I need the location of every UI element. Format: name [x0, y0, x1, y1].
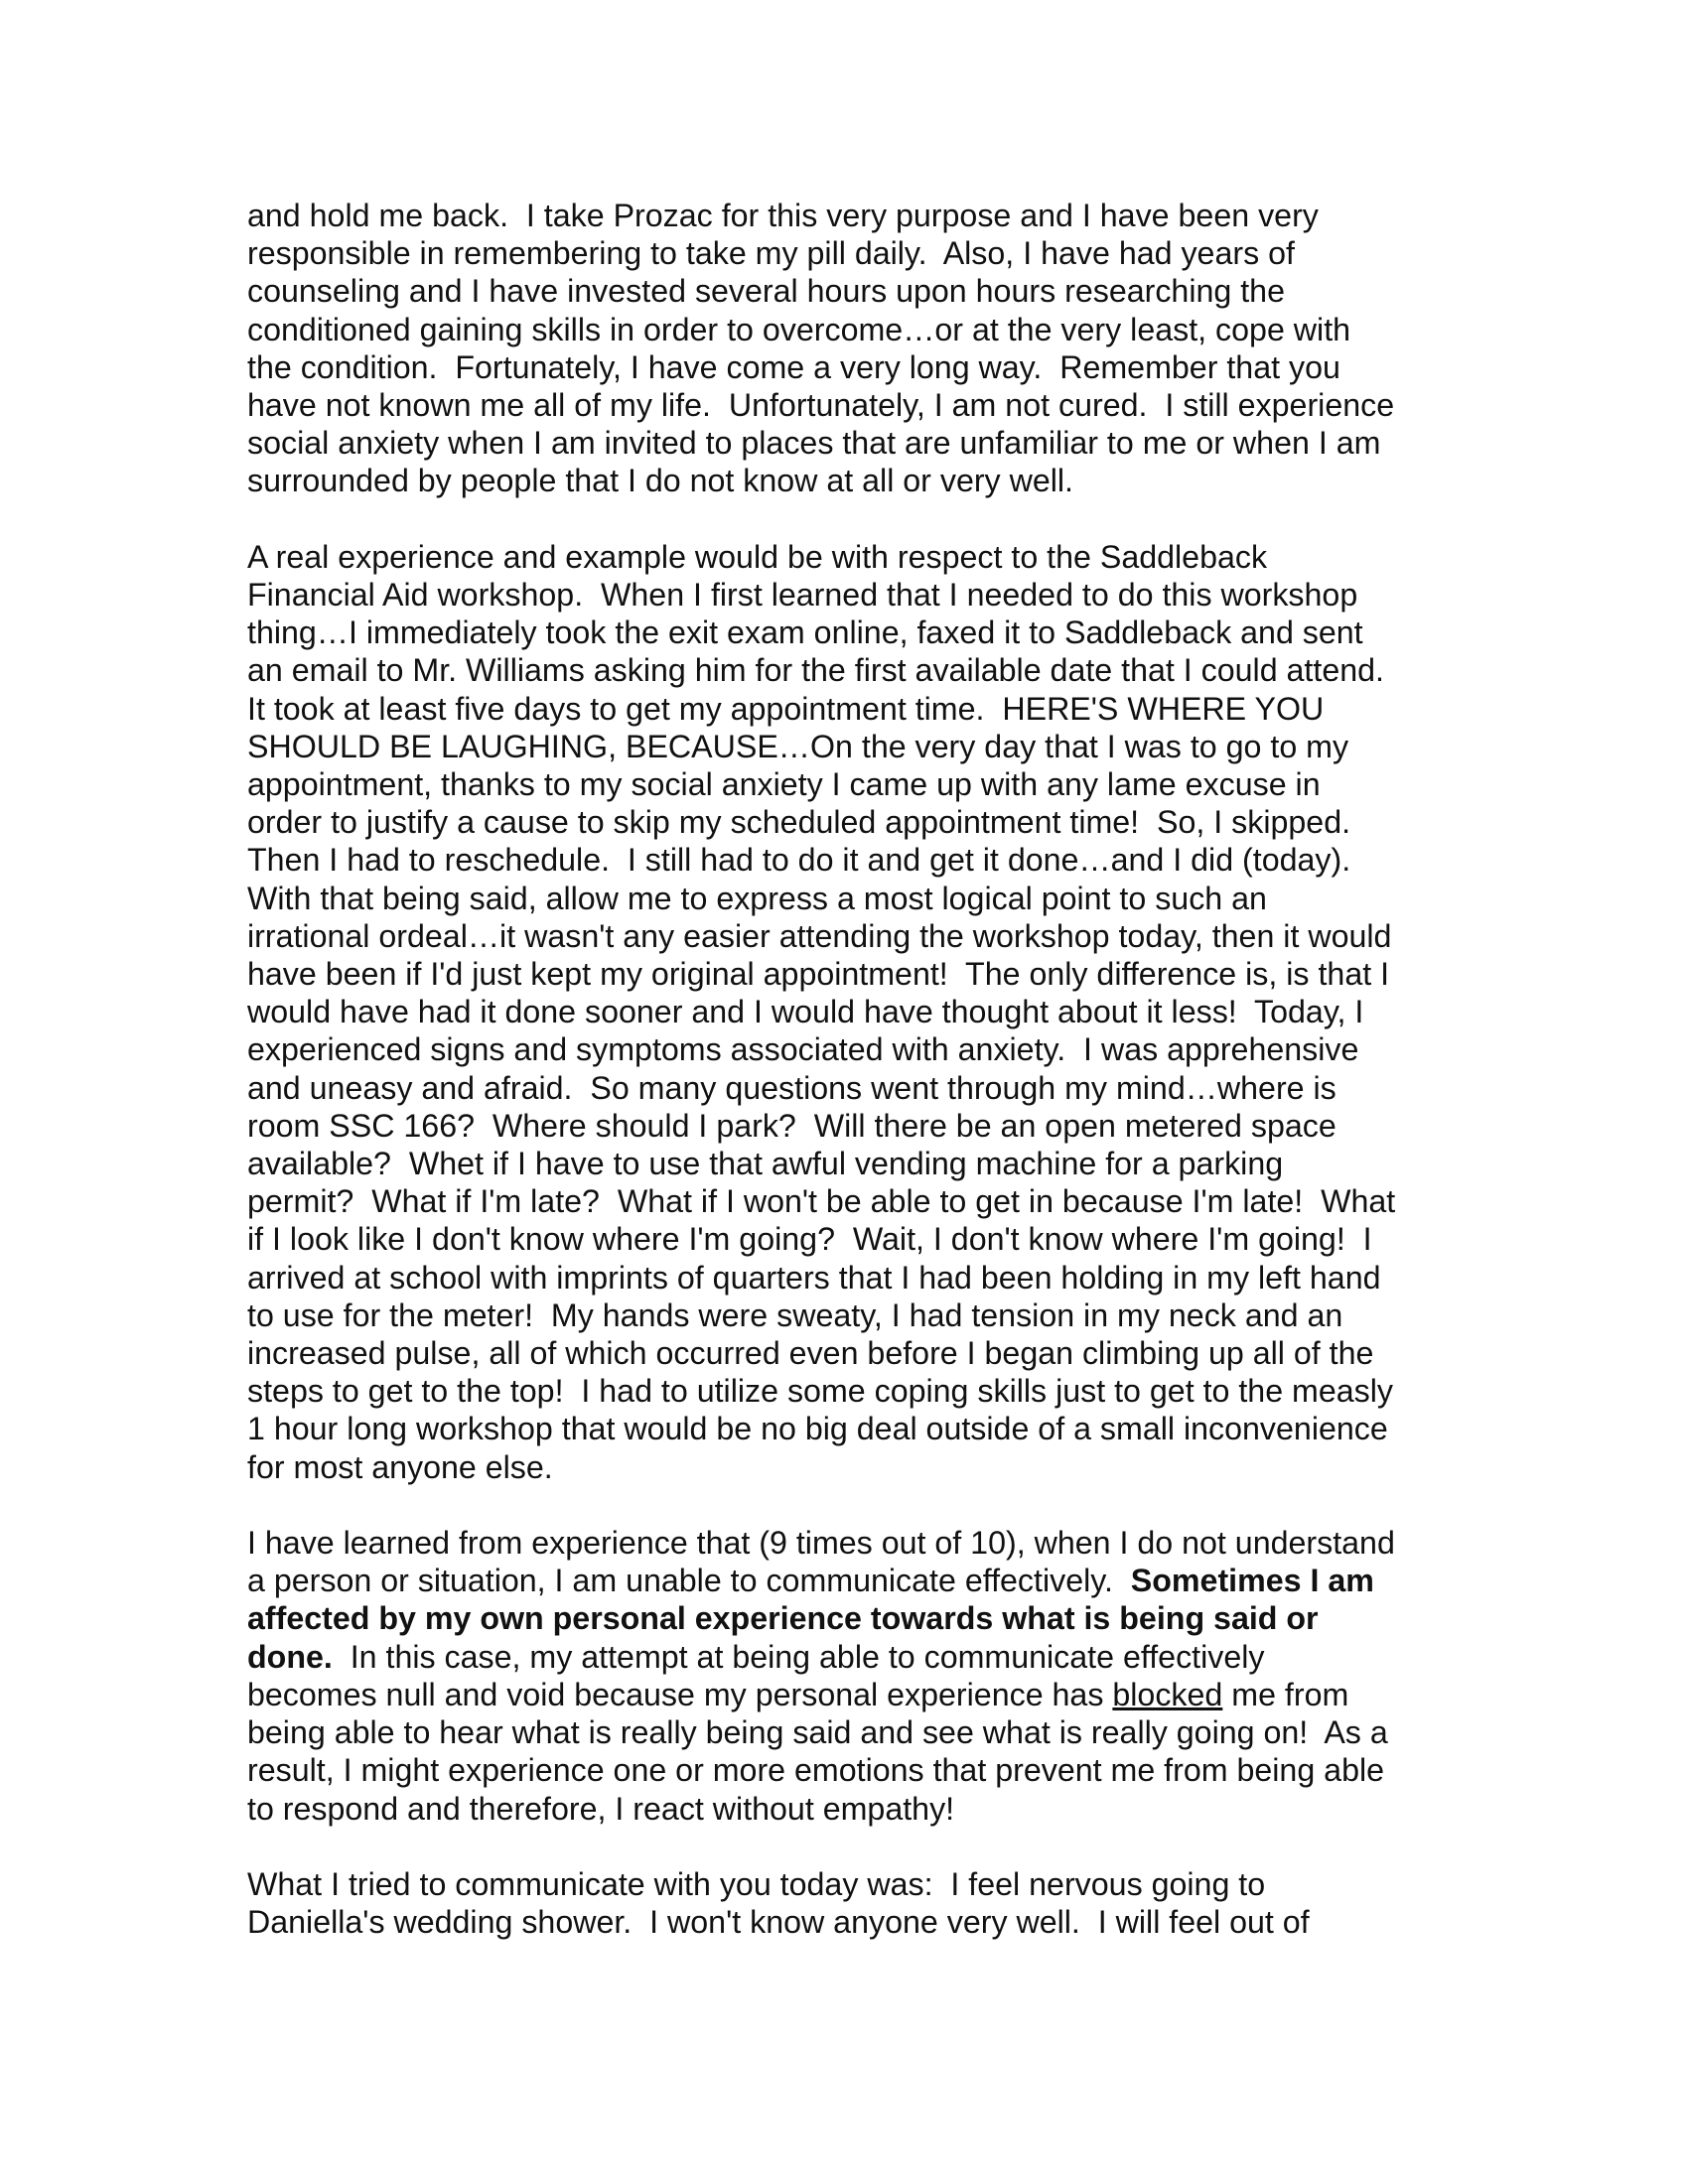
paragraph [247, 1524, 1469, 1828]
text-segment: It took at least five days to get my appointment time. HERE'S WHERE YOU [247, 690, 1325, 727]
text-line [247, 1903, 1469, 1941]
paragraph [247, 197, 1469, 500]
text-segment: steps to get to the top! I had to utilize some coping skills just to get to the measly [247, 1373, 1394, 1410]
text-line [247, 728, 1469, 765]
text-line [247, 197, 1469, 234]
text-segment: order to justify a cause to skip my scheduled appointment time! So, I skipped. [247, 804, 1351, 841]
text-segment: I have learned from experience that (9 times out of 10), when I do not understand [247, 1525, 1395, 1562]
document-body [247, 197, 1469, 1941]
text-line [247, 576, 1469, 614]
text-line [247, 462, 1469, 499]
text-segment: surrounded by people that I do not know at all or very well. [247, 463, 1073, 499]
text-line [247, 424, 1469, 462]
text-line [247, 272, 1469, 310]
text-segment: and hold me back. I take Prozac for this very purpose and I have been very [247, 198, 1319, 233]
text-segment: for most anyone else. [247, 1448, 553, 1485]
text-line [247, 1448, 1469, 1486]
text-line [247, 1410, 1469, 1447]
bold-text: affected by my own personal experience towards what is being said or [247, 1600, 1319, 1637]
text-line [247, 1030, 1469, 1068]
text-line [247, 803, 1469, 841]
text-segment: thing…I immediately took the exit exam online, faxed it to Saddleback and sent [247, 614, 1363, 651]
text-segment: What I tried to communicate with you today was: I feel nervous going to [247, 1865, 1266, 1902]
bold-text: Sometimes I am [1130, 1563, 1374, 1599]
text-line [247, 1676, 1469, 1713]
text-line [247, 1524, 1469, 1562]
text-line [247, 690, 1469, 728]
text-line [247, 1259, 1469, 1297]
paragraph [247, 1865, 1469, 1941]
text-segment: arrived at school with imprints of quarters that I had been holding in my left hand [247, 1259, 1381, 1296]
text-line [247, 1145, 1469, 1182]
text-segment: With that being said, allow me to express a most logical point to such an [247, 880, 1267, 916]
text-line [247, 348, 1469, 386]
text-segment: In this case, my attempt at being able to communicate effectively [332, 1638, 1265, 1675]
text-segment: to respond and therefore, I react without empathy! [247, 1790, 955, 1827]
text-line [247, 1107, 1469, 1145]
text-line [247, 386, 1469, 424]
text-segment: permit? What if I'm late? What if I won't be able to get in because I'm late! What [247, 1183, 1396, 1220]
text-line [247, 1790, 1469, 1828]
text-line [247, 234, 1469, 272]
bold-text: done. [247, 1638, 333, 1675]
text-line [247, 917, 1469, 955]
text-segment: have not known me all of my life. Unfortunately, I am not cured. I still experience [247, 387, 1395, 424]
text-line [247, 1751, 1469, 1789]
text-segment: an email to Mr. Williams asking him for the first available date that I could attend. [247, 652, 1384, 689]
text-line [247, 1372, 1469, 1410]
text-line [247, 1865, 1469, 1903]
text-line [247, 1713, 1469, 1751]
text-segment: being able to hear what is really being said and see what is really going on! As a [247, 1714, 1388, 1751]
text-segment: the condition. Fortunately, I have come a very long way. Remember that you [247, 348, 1340, 385]
text-line [247, 1182, 1469, 1220]
text-segment: social anxiety when I am invited to places that are unfamiliar to me or when I am [247, 425, 1381, 462]
text-segment: appointment, thanks to my social anxiety I came up with any lame excuse in [247, 766, 1321, 803]
text-line [247, 651, 1469, 689]
text-segment: increased pulse, all of which occurred even before I began climbing up all of the [247, 1335, 1374, 1372]
text-segment: to use for the meter! My hands were sweaty, I had tension in my neck and an [247, 1297, 1343, 1333]
text-line [247, 1297, 1469, 1334]
text-line [247, 1069, 1469, 1107]
text-segment: would have had it done sooner and I would have thought about it less! Today, I [247, 994, 1364, 1030]
text-line [247, 841, 1469, 879]
text-line [247, 993, 1469, 1030]
text-segment: experienced signs and symptoms associated with anxiety. I was apprehensive [247, 1031, 1359, 1068]
text-line [247, 614, 1469, 651]
text-segment: result, I might experience one or more emotions that prevent me from being able [247, 1752, 1385, 1789]
text-segment: Daniella's wedding shower. I won't know anyone very well. I will feel out of [247, 1904, 1310, 1941]
text-line [247, 311, 1469, 348]
text-line [247, 1562, 1469, 1599]
text-segment: room SSC 166? Where should I park? Will there be an open metered space [247, 1107, 1336, 1144]
text-line [247, 1638, 1469, 1676]
text-line [247, 1599, 1469, 1637]
text-segment: conditioned gaining skills in order to overcome…or at the very least, cope with [247, 311, 1351, 347]
text-segment: becomes null and void because my personal experience has [247, 1676, 1113, 1712]
text-segment: responsible in remembering to take my pill daily. Also, I have had years of [247, 235, 1295, 272]
text-segment: A real experience and example would be with respect to the Saddleback [247, 538, 1268, 575]
underlined-text: blocked [1112, 1676, 1223, 1712]
text-segment: Financial Aid workshop. When I first learned that I needed to do this workshop [247, 577, 1358, 614]
text-segment: have been if I'd just kept my original appointment! The only difference is, is that I [247, 956, 1390, 993]
text-segment: if I look like I don't know where I'm going? Wait, I don't know where I'm going! I [247, 1221, 1372, 1258]
text-line [247, 1220, 1469, 1258]
text-segment: and uneasy and afraid. So many questions went through my mind…where is [247, 1069, 1336, 1106]
text-segment: counseling and I have invested several hours upon hours researching the [247, 273, 1285, 310]
text-line [247, 880, 1469, 917]
text-segment: Then I had to reschedule. I still had to do it and get it done…and I did (today). [247, 842, 1351, 879]
paragraph [247, 538, 1469, 1486]
text-segment: a person or situation, I am unable to communicate effectively. [247, 1563, 1131, 1599]
text-segment: 1 hour long workshop that would be no big deal outside of a small inconvenience [247, 1411, 1388, 1447]
text-segment: available? Whet if I have to use that awful vending machine for a parking [247, 1146, 1284, 1182]
text-segment: irrational ordeal…it wasn't any easier attending the workshop today, then it would [247, 917, 1392, 954]
text-line [247, 955, 1469, 993]
text-line [247, 538, 1469, 576]
text-line [247, 1334, 1469, 1372]
text-line [247, 765, 1469, 803]
text-segment: SHOULD BE LAUGHING, BECAUSE…On the very day that I was to go to my [247, 728, 1349, 764]
text-segment: me from [1222, 1676, 1349, 1712]
